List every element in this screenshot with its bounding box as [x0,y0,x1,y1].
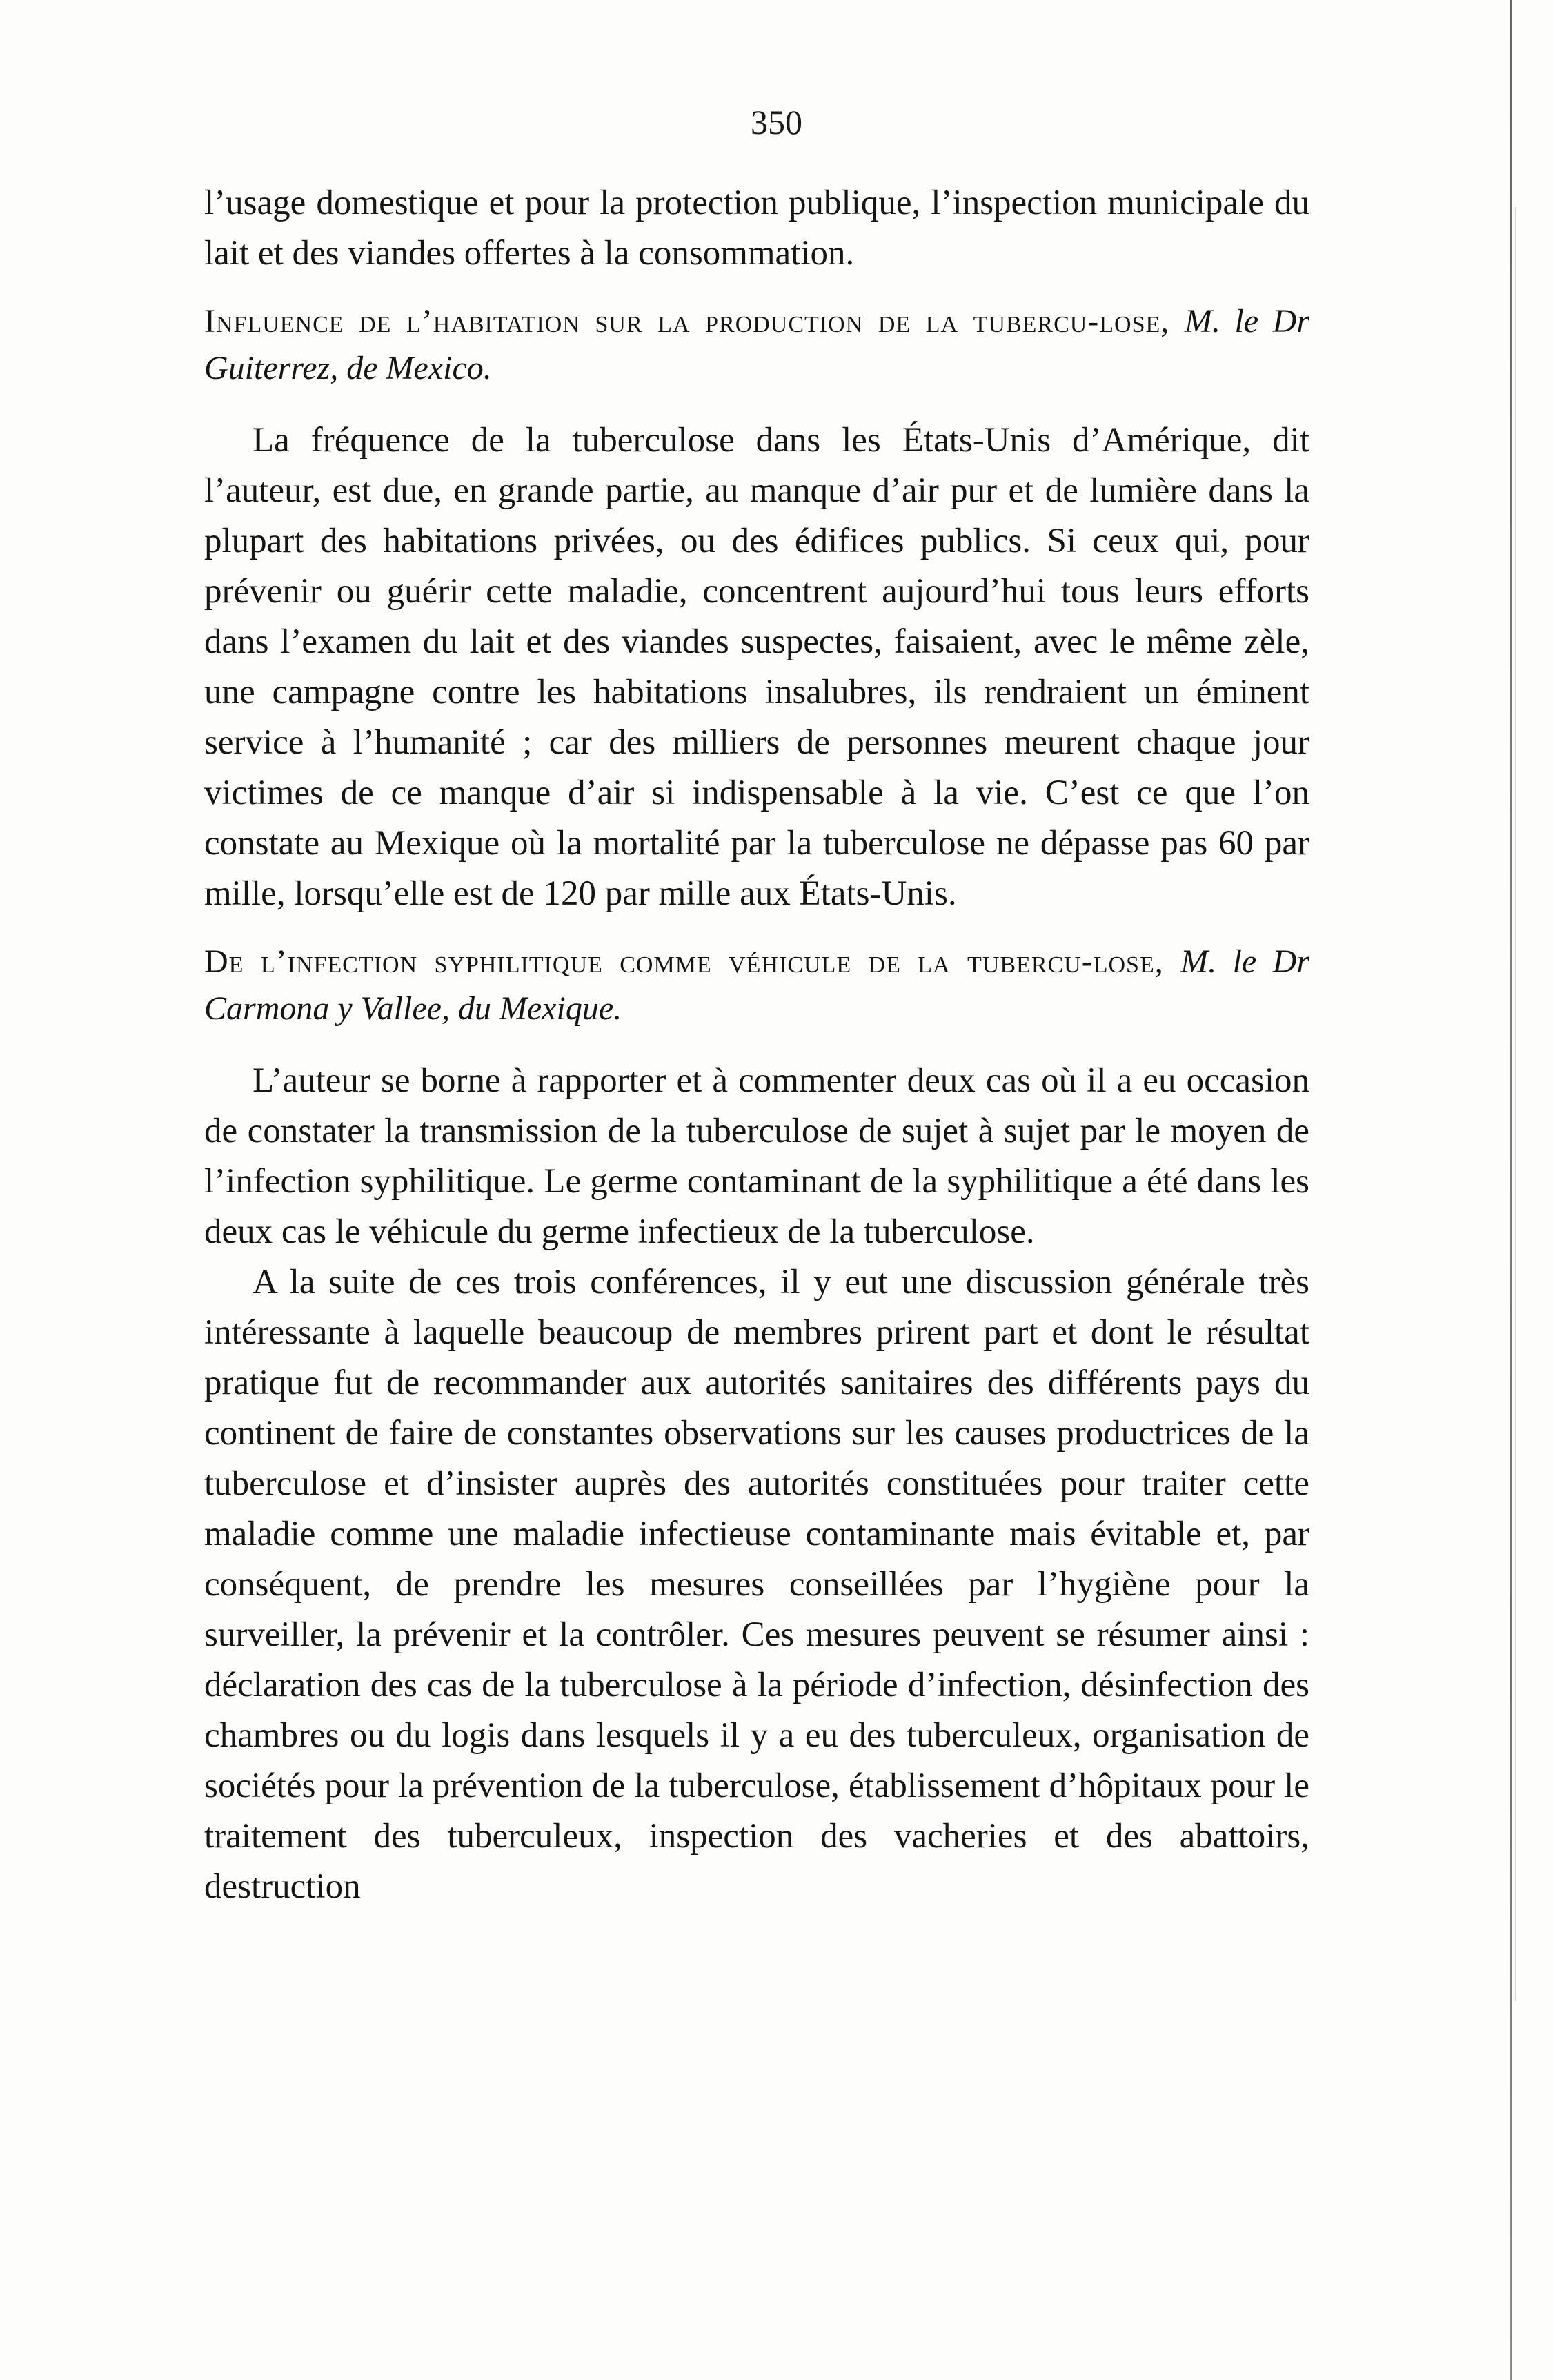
page-number: 350 [751,103,802,141]
scan-edge-line [1510,0,1512,2380]
body-text [204,178,1309,1912]
section-author: M. le Dr Carmona y Vallee, du Mexique. [204,943,1309,1027]
scan-edge-shadow [1515,207,1516,2001]
section-author: M. le Dr Guiterrez, de Mexico. [204,303,1310,386]
section-title: De l’infection syphilitique comme véhicule de la tubercu-lose, [204,943,1164,980]
paragraph-syphilitique: L’auteur se borne à rapporter et à commenter deux cas où il a eu occasion de constater la transmission de la tuberculose de sujet à sujet par le moyen de l’infection syphilitique. Le germe contaminant de la syphilitique a été dans les deux cas le véhicule du germe infectieux de la tuberculose. [204,1061,1309,1251]
paragraph-discussion: A la suite de ces trois conférences, il y eut une discussion générale très intéressante à laquelle beaucoup de membres prirent part et dont le résultat pratique fut de recommander aux autorités sanitaires des différents pays du continent de faire de constantes observations sur les causes productrices de la tuberculose et d’insister auprès des autorités constituées pour traiter cette maladie comme une maladie infectieuse contaminante mais évitable et, par conséquent, de prendre les mesures conseillées par l’hygiène pour la surveiller, la prévenir et la contrôler. Ces mesures peuvent se résumer ainsi : déclaration des cas de la tuberculose à la période d’infection, désinfection des chambres ou du logis dans lesquels il y a eu des tuberculeux, organisation de sociétés pour la prévention de la tuberculose, établissement d’hôpitaux pour le traitement des tuberculeux, inspection des vacheries et des abattoirs, destruction [204,1263,1309,1906]
section-title: Influence de l’habitation sur la production de la tubercu-lose, [204,303,1170,340]
paragraph-habitation: La fréquence de la tuberculose dans les États-Unis d’Amérique, dit l’auteur, est due, en grande partie, au manque d’air pur et de lumière dans la plupart des habitations privées, ou des édifices publics. Si ceux qui, pour prévenir ou guérir cette maladie, concentrent aujourd’hui tous leurs efforts dans l’examen du lait et des viandes suspectes, faisaient, avec le même zèle, une campagne contre les habitations insalubres, ils rendraient un éminent service à l’humanité ; car des milliers de personnes meurent chaque jour victimes de ce manque d’air si indispensable à la vie. C’est ce que l’on constate au Mexique où la mortalité par la tuberculose ne dépasse pas 60 par mille, lorsqu’elle est de 120 par mille aux États-Unis. [204,421,1309,913]
section-heading-syphilitique [204,938,1309,1032]
section-heading-habitation [204,298,1309,392]
paragraph-continuation: l’usage domestique et pour la protection publique, l’inspection municipale du lait et des viandes offertes à la consommation. [204,184,1309,273]
